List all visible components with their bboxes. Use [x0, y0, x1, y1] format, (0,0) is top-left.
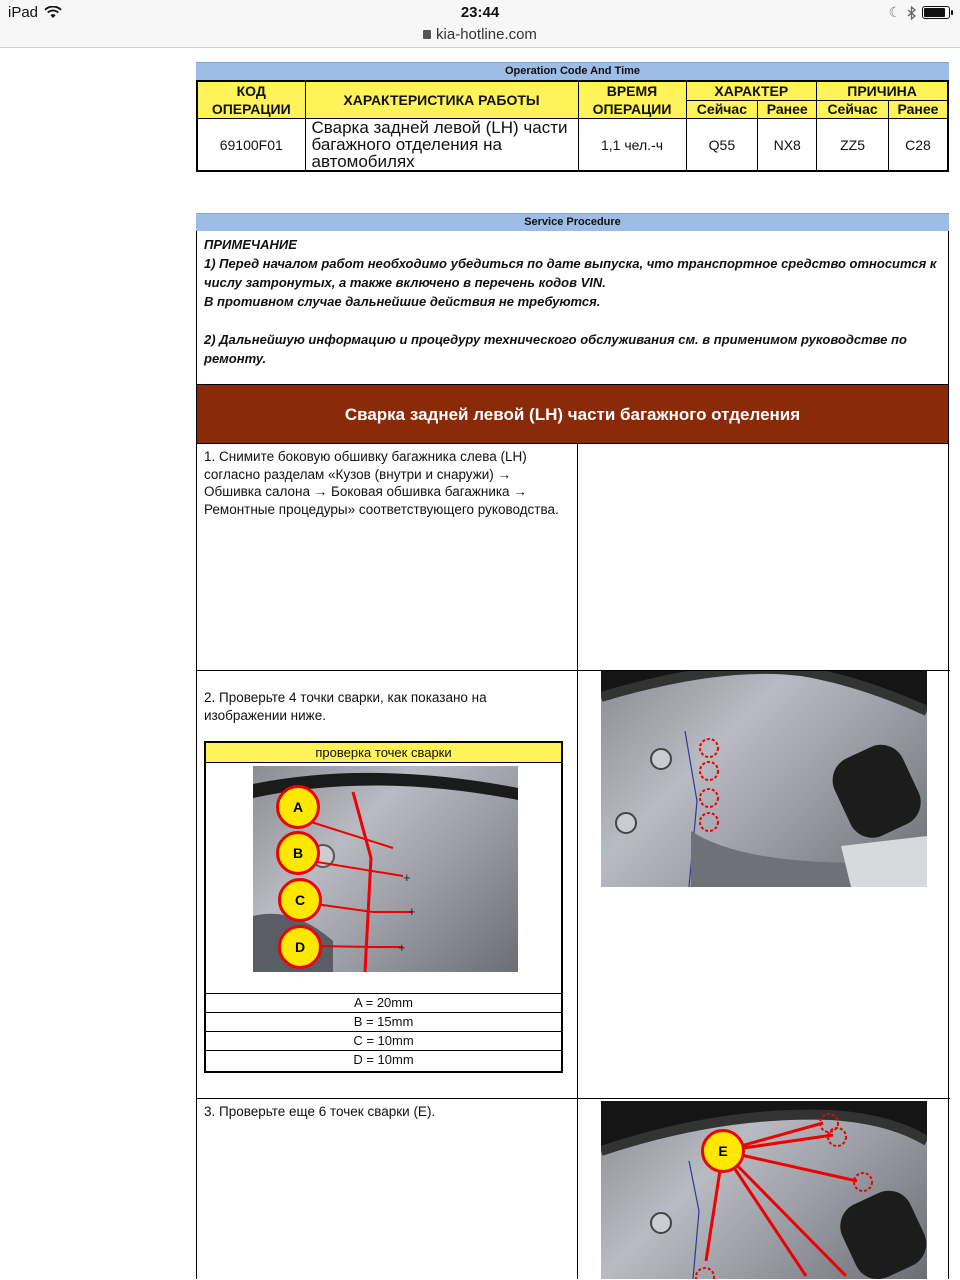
svg-text:+: + [398, 940, 406, 955]
cell-cause-now: ZZ5 [817, 119, 889, 172]
steps-table [196, 444, 949, 1279]
operation-code-title: Operation Code And Time [196, 62, 949, 80]
address-bar[interactable] [0, 26, 960, 48]
operation-code-table [196, 80, 949, 172]
cell-nature-before: NX8 [758, 119, 817, 172]
weld-row-a: A = 20mm [206, 993, 561, 1012]
weld-check-title: проверка точек сварки [206, 743, 561, 763]
header-nature-before: Ранее [758, 100, 817, 118]
service-procedure-section [196, 213, 949, 1279]
weld-e-photo [601, 1101, 927, 1279]
header-code: КОД ОПЕРАЦИИ [197, 81, 305, 119]
operation-code-section [196, 62, 949, 172]
step-1-text: 1. Снимите боковую обшивку багажника слева (LH) согласно разделам «Кузов (внутри и снаружи) → Обшивка салона → Боковая обшивка багажника → Ремонтные процедуры» соответствующего руководства. [204, 449, 559, 517]
svg-text:+: + [408, 904, 416, 919]
cell-code: 69100F01 [197, 119, 305, 172]
svg-text:+: + [403, 870, 411, 885]
weld-row-d: D = 10mm [206, 1050, 561, 1071]
cell-work: Сварка задней левой (LH) части багажного отделения на автомобилях [305, 119, 578, 172]
lock-icon [423, 30, 431, 39]
clock: 23:44 [460, 4, 500, 21]
step-2-text: 2. Проверьте 4 точки сварки, как показано на изображении ниже. [204, 690, 487, 723]
header-nature-now: Сейчас [686, 100, 758, 118]
weld-points-photo [601, 671, 927, 887]
label-d: D [278, 925, 322, 969]
url-text: kia-hotline.com [436, 26, 537, 43]
header-nature: ХАРАКТЕР [686, 81, 817, 100]
weld-row-c: C = 10mm [206, 1031, 561, 1050]
label-b: B [276, 831, 320, 875]
note-line-2: В противном случае дальнейшие действия не требуются. [204, 294, 601, 309]
label-c: C [278, 878, 322, 922]
bluetooth-icon [907, 6, 916, 20]
step-2 [197, 671, 950, 1099]
weld-check-table [204, 741, 563, 1073]
note-line-3: 2) Дальнейшую информацию и процедуру технического обслуживания см. в применимом руководстве по ремонту. [204, 332, 907, 366]
header-work: ХАРАКТЕРИСТИКА РАБОТЫ [305, 81, 578, 119]
battery-icon [922, 6, 950, 19]
note-line-1: 1) Перед началом работ необходимо убедиться по дате выпуска, что транспортное средство относится к числу затронутых, а также включено в перечень кодов VIN. [204, 256, 937, 290]
note-box [196, 231, 949, 384]
header-time: ВРЕМЯ ОПЕРАЦИИ [578, 81, 686, 119]
status-bar [0, 0, 960, 26]
label-e: E [701, 1129, 745, 1173]
header-cause-now: Сейчас [817, 100, 889, 118]
cell-time: 1,1 чел.-ч [578, 119, 686, 172]
step-1 [197, 444, 950, 671]
step-3-text: 3. Проверьте еще 6 точек сварки (E). [204, 1104, 436, 1119]
weld-row-b: B = 15mm [206, 1012, 561, 1031]
moon-icon: ☾ [888, 4, 901, 20]
device-label: iPad [8, 4, 39, 21]
note-title: ПРИМЕЧАНИЕ [204, 237, 297, 252]
step-3 [197, 1099, 950, 1279]
section-title: Сварка задней левой (LH) части багажного отделения [196, 384, 949, 444]
service-procedure-title: Service Procedure [196, 213, 949, 231]
label-a: A [276, 785, 320, 829]
cell-cause-before: C28 [888, 119, 948, 172]
cell-nature-now: Q55 [686, 119, 758, 172]
header-cause-before: Ранее [888, 100, 948, 118]
header-cause: ПРИЧИНА [817, 81, 948, 100]
